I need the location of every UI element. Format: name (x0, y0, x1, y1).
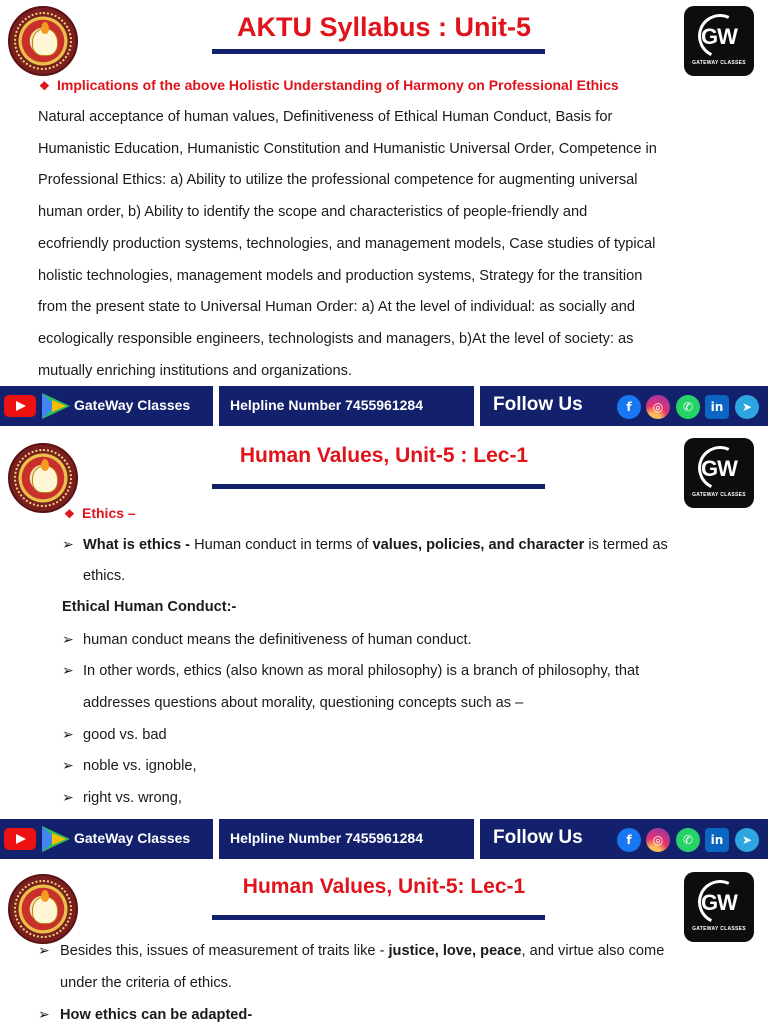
arrow-bullet-icon: ➢ (62, 790, 74, 806)
page-title: AKTU Syllabus : Unit-5 (236, 12, 532, 42)
paragraph-line: holistic technologies, management models and production systems, Strategy for the transition (38, 267, 643, 284)
social-segment (480, 819, 768, 859)
footer-brand-segment[interactable] (0, 386, 213, 426)
slide-page-2 (0, 434, 768, 809)
bullet-item: right vs. wrong, (83, 790, 182, 806)
gateway-classes-logo: GW GATEWAY CLASSES (684, 438, 754, 508)
bullet-item-continued: under the criteria of ethics. (60, 975, 232, 991)
paragraph-line: Humanistic Education, Humanistic Constitution and Humanistic Universal Order, Competence in (38, 140, 657, 157)
paragraph-line: ecofriendly production systems, technologies, and management models, Case studies of typical (38, 235, 656, 252)
arrow-bullet-icon: ➢ (62, 758, 74, 774)
helpline-segment (219, 386, 474, 426)
slide-page-1 (0, 0, 768, 384)
arrow-bullet-icon: ➢ (62, 632, 74, 648)
arrow-bullet-icon: ➢ (38, 943, 50, 959)
whatsapp-icon[interactable]: ✆ (676, 828, 700, 852)
page-title: Human Values, Unit-5 : Lec-1 (239, 444, 529, 467)
paragraph-line: from the present state to Universal Human Order: a) At the level of individual: as socially and (38, 299, 636, 316)
paragraph-line: mutually enriching institutions and organizations. (38, 362, 352, 379)
telegram-icon[interactable]: ➤ (735, 828, 759, 852)
page-title: Human Values, Unit-5: Lec-1 (242, 875, 526, 898)
instagram-icon[interactable]: ◎ (646, 395, 670, 419)
linkedin-icon[interactable]: in (705, 828, 729, 852)
whatsapp-icon[interactable]: ✆ (676, 395, 700, 419)
slide-page-3 (0, 866, 768, 1024)
title-underline (212, 915, 545, 920)
bullet-item: good vs. bad (83, 727, 167, 743)
arrow-bullet-icon: ➢ (62, 727, 74, 743)
bullet-item: How ethics can be adapted- (60, 1007, 253, 1023)
bullet-item: noble vs. ignoble, (83, 758, 197, 774)
subheading: Ethical Human Conduct:- (62, 599, 237, 615)
helpline-segment (219, 819, 474, 859)
helpline-label: Helpline Number 7455961284 (230, 830, 423, 846)
section-heading: ❖ Ethics – (64, 505, 136, 521)
what-is-ethics-continued: ethics. (83, 568, 126, 584)
paragraph-line: Professional Ethics: a) Ability to utilize the professional competence for augmenting universal (38, 172, 638, 189)
title-underline (212, 484, 545, 489)
follow-us-label: Follow Us (493, 394, 583, 415)
footer-bar (0, 382, 768, 430)
arrow-bullet-icon: ➢ (62, 663, 74, 679)
arrow-bullet-icon: ➢ (62, 537, 74, 553)
youtube-icon[interactable] (4, 395, 36, 417)
gateway-classes-logo: GW GATEWAY CLASSES (684, 872, 754, 942)
syllabus-paragraph (38, 102, 724, 384)
diamond-bullet-icon: ❖ (64, 507, 75, 521)
bullet-item: In other words, ethics (also known as moral philosophy) is a branch of philosophy, that (83, 663, 640, 679)
youtube-icon[interactable] (4, 828, 36, 850)
paragraph-line: human order, b) Ability to identify the scope and characteristics of people-friendly and (38, 204, 588, 221)
brand-label: GateWay Classes (74, 397, 191, 413)
paragraph-line: ecologically responsible engineers, technologists and managers, b)At the level of society: as (38, 330, 634, 347)
instagram-icon[interactable]: ◎ (646, 828, 670, 852)
footer-bar (0, 815, 768, 863)
arrow-bullet-icon: ➢ (38, 1007, 50, 1023)
helpline-label: Helpline Number 7455961284 (230, 397, 423, 413)
paragraph-line: Natural acceptance of human values, Definitiveness of Ethical Human Conduct, Basis for (38, 109, 613, 125)
gateway-classes-logo: GW GATEWAY CLASSES (684, 6, 754, 76)
section-heading: ❖ Implications of the above Holistic Understanding of Harmony on Professional Ethics (39, 77, 619, 93)
diamond-bullet-icon: ❖ (39, 79, 50, 93)
what-is-ethics-line: What is ethics - Human conduct in terms of values, policies, and character is termed as (83, 537, 668, 553)
brand-label: GateWay Classes (74, 830, 191, 846)
linkedin-icon[interactable]: in (705, 395, 729, 419)
bullet-item-continued: addresses questions about morality, questioning concepts such as – (83, 695, 524, 711)
telegram-icon[interactable]: ➤ (735, 395, 759, 419)
title-underline (212, 49, 545, 54)
social-segment (480, 386, 768, 426)
bullet-item: Besides this, issues of measurement of traits like - justice, love, peace, and virtue also come (60, 943, 665, 959)
footer-brand-segment[interactable] (0, 819, 213, 859)
facebook-icon[interactable]: f (617, 828, 641, 852)
follow-us-label: Follow Us (493, 827, 583, 848)
facebook-icon[interactable]: f (617, 395, 641, 419)
bullet-item: human conduct means the definitiveness of human conduct. (83, 632, 472, 648)
